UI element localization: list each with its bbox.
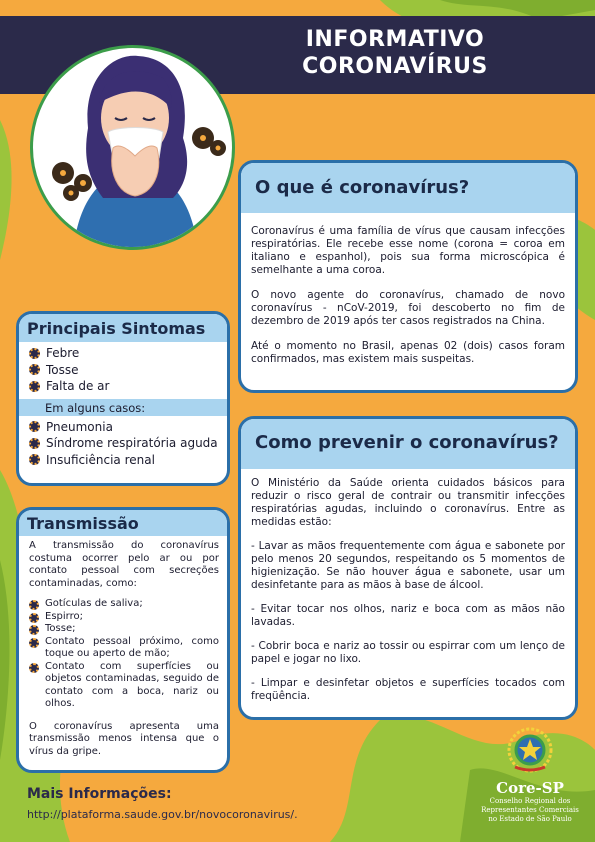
- virus-icon: [29, 421, 40, 432]
- logo-line1: Conselho Regional dos: [489, 797, 571, 805]
- transmission-body: [19, 536, 227, 758]
- illustration-woman-coughing: [30, 45, 235, 250]
- paragraph: - Cobrir boca e nariz ao tossir ou espirrar com um lenço de papel e jogar no lixo.: [251, 640, 565, 665]
- how-to-prevent-title: Como prevenir o coronavírus?: [241, 419, 575, 469]
- core-sp-logo: [465, 727, 595, 837]
- list-item: Contato com superfícies ou objetos contaminadas, seguido de contato com a boca, nariz ou olhos.: [29, 661, 219, 711]
- what-is-coronavirus-body: [241, 213, 575, 366]
- list-item: Insuficiência renal: [29, 452, 227, 469]
- coat-of-arms-icon: [507, 727, 553, 773]
- transmission-card: [16, 507, 230, 773]
- paragraph: - Limpar e desinfetar objetos e superfícies tocados com freqüência.: [251, 677, 565, 702]
- how-to-prevent-card: [238, 416, 578, 720]
- symptoms-list: [19, 342, 227, 395]
- list-item: Febre: [29, 345, 227, 362]
- list-item: Pneumonia: [29, 419, 227, 436]
- list-item: Tosse;: [29, 623, 219, 636]
- list-item: Tosse: [29, 362, 227, 379]
- symptoms-card: [16, 311, 230, 486]
- virus-icon: [29, 438, 40, 449]
- virus-icon: [29, 625, 39, 635]
- transmission-list: [29, 598, 219, 711]
- paragraph: A transmissão do coronavírus costuma ocorrer pelo ar ou por contato pessoal com secreções contaminadas, como:: [29, 540, 219, 589]
- list-item: Síndrome respiratória aguda: [29, 435, 227, 452]
- how-to-prevent-body: [241, 469, 575, 703]
- list-item: Espirro;: [29, 611, 219, 624]
- paragraph: Coronavírus é uma família de vírus que causam infecções respiratórias. Ele recebe esse nome (corona = coroa em italiano e espanhol), pois sua forma microscópica é semelhante a uma coroa.: [251, 225, 565, 276]
- paragraph: - Evitar tocar nos olhos, nariz e boca com as mãos não lavadas.: [251, 603, 565, 628]
- logo-name: Core-SP: [496, 779, 564, 797]
- some-cases-list: [19, 416, 227, 469]
- symptoms-title: Principais Sintomas: [19, 314, 227, 342]
- page-title: INFORMATIVO CORONAVÍRUS: [302, 27, 488, 79]
- virus-icon: [29, 663, 39, 673]
- paragraph: O coronavírus apresenta uma transmissão menos intensa que o vírus da gripe.: [29, 720, 219, 757]
- paragraph: O Ministério da Saúde orienta cuidados básicos para reduzir o risco geral de contrair ou transmitir infecções respiratórias agudas, incluindo o coronavírus. Entre as medidas estão:: [251, 477, 565, 528]
- paragraph: - Lavar as mãos frequentemente com água e sabonete por pelo menos 20 segundos, respeitando os 5 momentos de higienização. Se não houver água e sabonete, usar um desinfetante para as mãos à base de álcool.: [251, 540, 565, 591]
- virus-icon: [29, 613, 39, 623]
- logo-line3: no Estado de São Paulo: [488, 815, 572, 823]
- list-item: Contato pessoal próximo, como toque ou aperto de mão;: [29, 636, 219, 661]
- virus-icon: [29, 454, 40, 465]
- woman-illustration: [33, 48, 235, 250]
- virus-icon: [29, 638, 39, 648]
- list-item: Falta de ar: [29, 378, 227, 395]
- logo-line2: Representantes Comerciais: [481, 806, 579, 814]
- virus-icon: [29, 600, 39, 610]
- transmission-title: Transmissão: [19, 510, 227, 536]
- virus-icon: [29, 381, 40, 392]
- virus-icon: [29, 348, 40, 359]
- more-info-title: Mais Informações:: [27, 786, 172, 802]
- some-cases-subtitle: Em alguns casos:: [19, 399, 227, 416]
- paragraph: Até o momento no Brasil, apenas 02 (dois) casos foram confirmados, mas existem mais suspeitas.: [251, 340, 565, 365]
- more-info-link[interactable]: http://plataforma.saude.gov.br/novocoronavirus/.: [27, 808, 298, 821]
- list-item: Gotículas de saliva;: [29, 598, 219, 611]
- what-is-coronavirus-card: [238, 160, 578, 393]
- virus-icon: [29, 364, 40, 375]
- what-is-coronavirus-title: O que é coronavírus?: [241, 163, 575, 213]
- paragraph: O novo agente do coronavírus, chamado de novo coronavírus - nCoV-2019, foi descoberto no fim de dezembro de 2019 após ter casos registrados na China.: [251, 289, 565, 327]
